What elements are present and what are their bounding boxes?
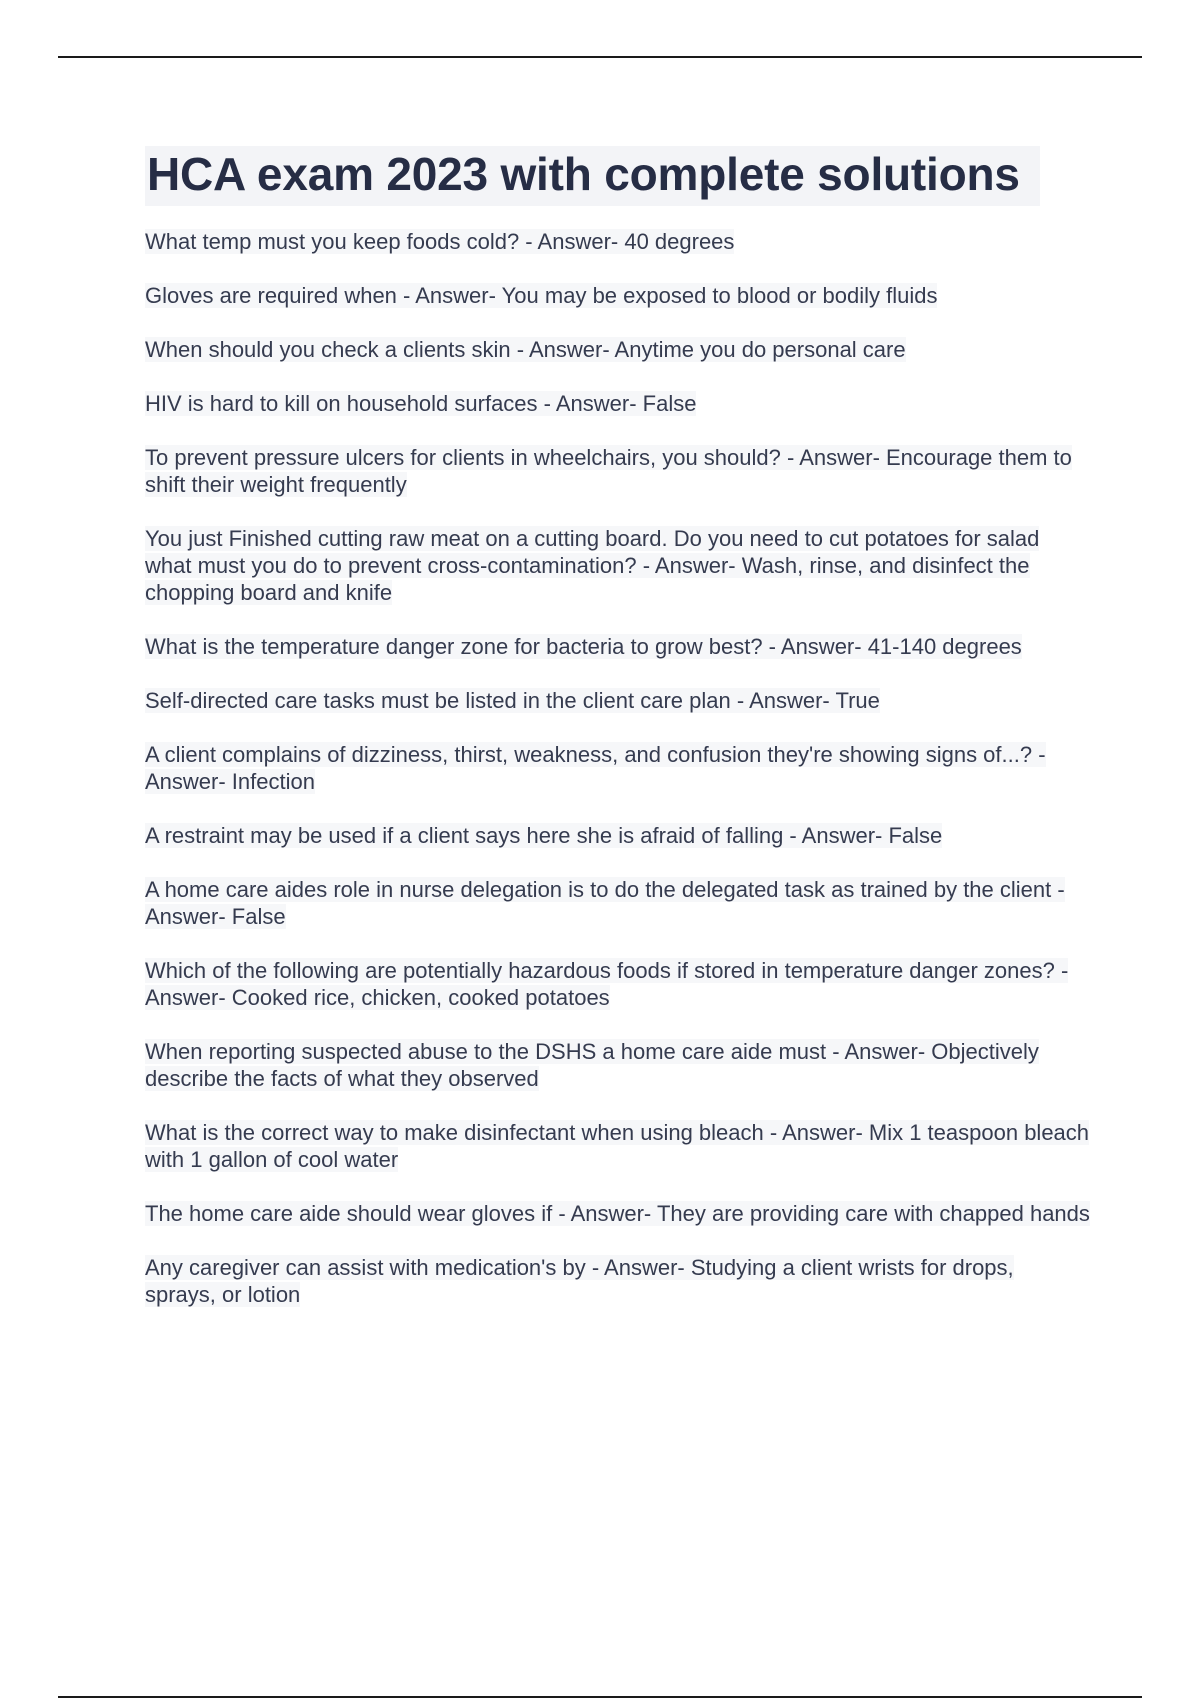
qa-item: [145, 525, 1090, 606]
document-title: HCA exam 2023 with complete solutions: [145, 146, 1040, 206]
qa-text: When reporting suspected abuse to the DSHS a home care aide must - Answer- Objectively describe the facts of what they observed: [145, 1039, 1039, 1091]
qa-list: [145, 228, 1090, 1308]
qa-item: [145, 741, 1090, 795]
document-body: [145, 146, 1090, 1335]
qa-text: You just Finished cutting raw meat on a cutting board. Do you need to cut potatoes for salad what must you do to prevent cross-contamination? - Answer- Wash, rinse, and disinfect the chopping board and knife: [145, 526, 1040, 605]
qa-text: When should you check a clients skin - Answer- Anytime you do personal care: [145, 337, 906, 362]
qa-text: A home care aides role in nurse delegation is to do the delegated task as trained by the client - Answer- False: [145, 877, 1065, 929]
qa-text: What is the temperature danger zone for bacteria to grow best? - Answer- 41-140 degrees: [145, 634, 1022, 659]
qa-text: Any caregiver can assist with medication's by - Answer- Studying a client wrists for drops, sprays, or lotion: [145, 1255, 1014, 1307]
qa-item: [145, 282, 1090, 309]
qa-item: [145, 444, 1090, 498]
qa-text: What is the correct way to make disinfectant when using bleach - Answer- Mix 1 teaspoon bleach with 1 gallon of cool water: [145, 1120, 1090, 1172]
qa-text: Self-directed care tasks must be listed in the client care plan - Answer- True: [145, 688, 880, 713]
qa-text: HIV is hard to kill on household surfaces - Answer- False: [145, 391, 697, 416]
qa-text: The home care aide should wear gloves if - Answer- They are providing care with chapped hands: [145, 1201, 1090, 1226]
qa-item: [145, 822, 1090, 849]
qa-item: [145, 876, 1090, 930]
qa-item: [145, 633, 1090, 660]
qa-item: [145, 1038, 1090, 1092]
qa-text: A restraint may be used if a client says here she is afraid of falling - Answer- False: [145, 823, 943, 848]
top-divider: [58, 56, 1142, 58]
qa-item: [145, 687, 1090, 714]
bottom-divider: [58, 1696, 1142, 1698]
qa-item: [145, 1254, 1090, 1308]
qa-item: [145, 1200, 1090, 1227]
qa-text: What temp must you keep foods cold? - Answer- 40 degrees: [145, 229, 735, 254]
qa-item: [145, 336, 1090, 363]
qa-text: Gloves are required when - Answer- You may be exposed to blood or bodily fluids: [145, 283, 938, 308]
qa-item: [145, 228, 1090, 255]
qa-item: [145, 390, 1090, 417]
qa-text: A client complains of dizziness, thirst, weakness, and confusion they're showing signs of...? - Answer- Infection: [145, 742, 1046, 794]
qa-text: Which of the following are potentially hazardous foods if stored in temperature danger zones? - Answer- Cooked rice, chicken, cooked potatoes: [145, 958, 1069, 1010]
qa-item: [145, 957, 1090, 1011]
qa-item: [145, 1119, 1090, 1173]
qa-text: To prevent pressure ulcers for clients in wheelchairs, you should? - Answer- Encourage them to shift their weight frequently: [145, 445, 1072, 497]
